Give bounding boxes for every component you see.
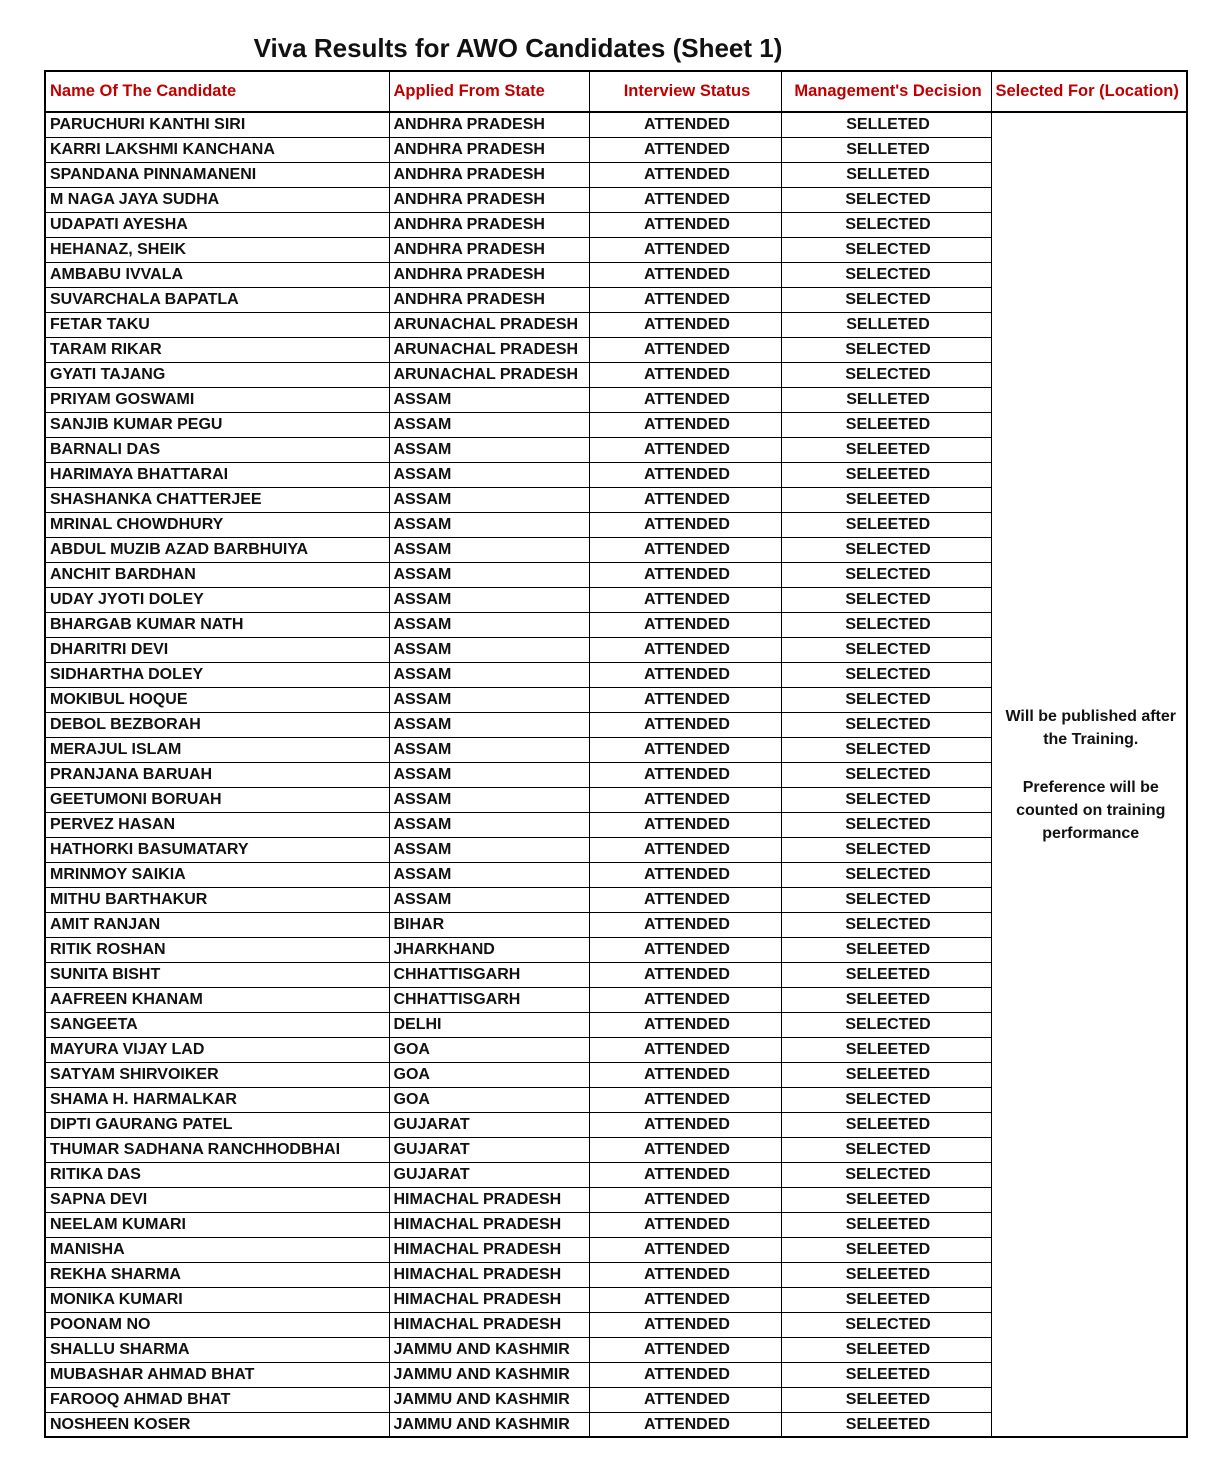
interview-status: ATTENDED [589,437,781,462]
interview-status: ATTENDED [589,1162,781,1187]
interview-status: ATTENDED [589,987,781,1012]
applied-state: ASSAM [389,612,589,637]
management-decision: SELEETED [781,937,991,962]
interview-status: ATTENDED [589,762,781,787]
applied-state: ASSAM [389,437,589,462]
interview-status: ATTENDED [589,962,781,987]
interview-status: ATTENDED [589,787,781,812]
management-decision: SELECTED [781,362,991,387]
applied-state: ANDHRA PRADESH [389,237,589,262]
management-decision: SELEETED [781,437,991,462]
management-decision: SELLETED [781,387,991,412]
candidate-name: AMIT RANJAN [45,912,389,937]
management-decision: SELECTED [781,687,991,712]
applied-state: ANDHRA PRADESH [389,212,589,237]
candidate-name: NEELAM KUMARI [45,1212,389,1237]
interview-status: ATTENDED [589,512,781,537]
applied-state: ASSAM [389,537,589,562]
applied-state: ASSAM [389,837,589,862]
management-decision: SELECTED [781,587,991,612]
candidate-name: SHAMA H. HARMALKAR [45,1087,389,1112]
management-decision: SELECTED [781,737,991,762]
candidate-name: HARIMAYA BHATTARAI [45,462,389,487]
candidate-name: HATHORKI BASUMATARY [45,837,389,862]
candidate-name: MRINAL CHOWDHURY [45,512,389,537]
management-decision: SELEETED [781,1037,991,1062]
header-interview-status: Interview Status [589,71,781,112]
interview-status: ATTENDED [589,212,781,237]
applied-state: ANDHRA PRADESH [389,287,589,312]
sheet-title: Viva Results for AWO Candidates (Sheet 1) [253,33,783,63]
location-note [991,112,1187,1437]
interview-status: ATTENDED [589,562,781,587]
management-decision: SELECTED [781,1312,991,1337]
candidate-name: SUVARCHALA BAPATLA [45,287,389,312]
applied-state: ASSAM [389,737,589,762]
applied-state: GOA [389,1087,589,1112]
interview-status: ATTENDED [589,1337,781,1362]
applied-state: JAMMU AND KASHMIR [389,1387,589,1412]
applied-state: DELHI [389,1012,589,1037]
management-decision: SELLETED [781,312,991,337]
management-decision: SELLETED [781,112,991,137]
candidate-name: SANJIB KUMAR PEGU [45,412,389,437]
applied-state: CHHATTISGARH [389,987,589,1012]
management-decision: SELECTED [781,912,991,937]
management-decision: SELEETED [781,1112,991,1137]
management-decision: SELECTED [781,862,991,887]
candidate-name: DHARITRI DEVI [45,637,389,662]
candidate-name: REKHA SHARMA [45,1262,389,1287]
interview-status: ATTENDED [589,1062,781,1087]
management-decision: SELECTED [781,637,991,662]
interview-status: ATTENDED [589,1412,781,1437]
applied-state: ARUNACHAL PRADESH [389,337,589,362]
applied-state: ASSAM [389,637,589,662]
management-decision: SELECTED [781,712,991,737]
interview-status: ATTENDED [589,312,781,337]
interview-status: ATTENDED [589,1137,781,1162]
applied-state: ARUNACHAL PRADESH [389,312,589,337]
interview-status: ATTENDED [589,912,781,937]
candidate-name: ABDUL MUZIB AZAD BARBHUIYA [45,537,389,562]
interview-status: ATTENDED [589,387,781,412]
management-decision: SELECTED [781,537,991,562]
header-management-decision: Management's Decision [781,71,991,112]
candidate-name: PARUCHURI KANTHI SIRI [45,112,389,137]
management-decision: SELECTED [781,262,991,287]
candidate-name: DIPTI GAURANG PATEL [45,1112,389,1137]
applied-state: GUJARAT [389,1137,589,1162]
candidate-name: TARAM RIKAR [45,337,389,362]
candidate-name: PERVEZ HASAN [45,812,389,837]
applied-state: HIMACHAL PRADESH [389,1312,589,1337]
management-decision: SELEETED [781,1387,991,1412]
candidate-name: MITHU BARTHAKUR [45,887,389,912]
interview-status: ATTENDED [589,662,781,687]
note-line1: Will be published after [1005,707,1177,725]
interview-status: ATTENDED [589,687,781,712]
candidate-name: GEETUMONI BORUAH [45,787,389,812]
applied-state: ASSAM [389,712,589,737]
management-decision: SELEETED [781,1287,991,1312]
candidate-name: MANISHA [45,1237,389,1262]
management-decision: SELECTED [781,1087,991,1112]
applied-state: ASSAM [389,562,589,587]
note-line3: Preference will be [1022,778,1159,796]
management-decision: SELEETED [781,1187,991,1212]
candidate-name: PRANJANA BARUAH [45,762,389,787]
applied-state: ARUNACHAL PRADESH [389,362,589,387]
interview-status: ATTENDED [589,887,781,912]
note-line5: performance [1042,824,1140,842]
interview-status: ATTENDED [589,1362,781,1387]
applied-state: ASSAM [389,687,589,712]
table-row [45,112,1187,137]
applied-state: GUJARAT [389,1112,589,1137]
management-decision: SELLETED [781,137,991,162]
candidate-name: FAROOQ AHMAD BHAT [45,1387,389,1412]
management-decision: SELEETED [781,1412,991,1437]
interview-status: ATTENDED [589,1087,781,1112]
interview-status: ATTENDED [589,1037,781,1062]
candidate-name: NOSHEEN KOSER [45,1412,389,1437]
management-decision: SELEETED [781,962,991,987]
candidate-name: HEHANAZ, SHEIK [45,237,389,262]
interview-status: ATTENDED [589,1287,781,1312]
management-decision: SELEETED [781,462,991,487]
applied-state: GOA [389,1037,589,1062]
interview-status: ATTENDED [589,362,781,387]
candidate-name: M NAGA JAYA SUDHA [45,187,389,212]
candidate-name: MOKIBUL HOQUE [45,687,389,712]
applied-state: ANDHRA PRADESH [389,162,589,187]
applied-state: GOA [389,1062,589,1087]
candidate-name: DEBOL BEZBORAH [45,712,389,737]
management-decision: SELEETED [781,1212,991,1237]
interview-status: ATTENDED [589,237,781,262]
management-decision: SELECTED [781,1162,991,1187]
candidate-name: ANCHIT BARDHAN [45,562,389,587]
candidate-name: MRINMOY SAIKIA [45,862,389,887]
applied-state: ASSAM [389,387,589,412]
applied-state: JAMMU AND KASHMIR [389,1337,589,1362]
candidate-name: SANGEETA [45,1012,389,1037]
candidate-name: POONAM NO [45,1312,389,1337]
management-decision: SELECTED [781,662,991,687]
candidate-name: SAPNA DEVI [45,1187,389,1212]
interview-status: ATTENDED [589,337,781,362]
applied-state: BIHAR [389,912,589,937]
candidate-name: THUMAR SADHANA RANCHHODBHAI [45,1137,389,1162]
candidate-name: AAFREEN KHANAM [45,987,389,1012]
applied-state: HIMACHAL PRADESH [389,1287,589,1312]
management-decision: SELEETED [781,512,991,537]
management-decision: SELEETED [781,1337,991,1362]
applied-state: CHHATTISGARH [389,962,589,987]
candidate-name: MERAJUL ISLAM [45,737,389,762]
applied-state: ASSAM [389,762,589,787]
applied-state: ASSAM [389,587,589,612]
management-decision: SELECTED [781,887,991,912]
applied-state: ASSAM [389,462,589,487]
interview-status: ATTENDED [589,1237,781,1262]
applied-state: HIMACHAL PRADESH [389,1212,589,1237]
header-row [45,71,1187,112]
management-decision: SELECTED [781,287,991,312]
applied-state: ASSAM [389,487,589,512]
candidate-name: UDAY JYOTI DOLEY [45,587,389,612]
header-name: Name Of The Candidate [45,71,389,112]
interview-status: ATTENDED [589,1387,781,1412]
applied-state: HIMACHAL PRADESH [389,1262,589,1287]
interview-status: ATTENDED [589,287,781,312]
interview-status: ATTENDED [589,1212,781,1237]
management-decision: SELLETED [781,162,991,187]
candidate-name: MONIKA KUMARI [45,1287,389,1312]
interview-status: ATTENDED [589,187,781,212]
candidate-name: RITIKA DAS [45,1162,389,1187]
management-decision: SELECTED [781,337,991,362]
management-decision: SELECTED [781,212,991,237]
interview-status: ATTENDED [589,1312,781,1337]
management-decision: SELECTED [781,787,991,812]
management-decision: SELEETED [781,487,991,512]
management-decision: SELECTED [781,562,991,587]
management-decision: SELEETED [781,1237,991,1262]
management-decision: SELECTED [781,1137,991,1162]
applied-state: ASSAM [389,812,589,837]
management-decision: SELEETED [781,987,991,1012]
interview-status: ATTENDED [589,1112,781,1137]
management-decision: SELECTED [781,187,991,212]
candidate-name: BARNALI DAS [45,437,389,462]
interview-status: ATTENDED [589,612,781,637]
interview-status: ATTENDED [589,112,781,137]
management-decision: SELECTED [781,1012,991,1037]
results-body [45,112,1187,1437]
interview-status: ATTENDED [589,862,781,887]
header-state: Applied From State [389,71,589,112]
candidate-name: GYATI TAJANG [45,362,389,387]
interview-status: ATTENDED [589,137,781,162]
applied-state: ASSAM [389,512,589,537]
interview-status: ATTENDED [589,462,781,487]
interview-status: ATTENDED [589,637,781,662]
interview-status: ATTENDED [589,712,781,737]
management-decision: SELEETED [781,1362,991,1387]
candidate-name: SUNITA BISHT [45,962,389,987]
applied-state: JAMMU AND KASHMIR [389,1412,589,1437]
applied-state: ANDHRA PRADESH [389,187,589,212]
management-decision: SELEETED [781,412,991,437]
applied-state: ASSAM [389,787,589,812]
interview-status: ATTENDED [589,587,781,612]
candidate-name: KARRI LAKSHMI KANCHANA [45,137,389,162]
applied-state: JAMMU AND KASHMIR [389,1362,589,1387]
note-line2: the Training. [1043,730,1139,748]
candidate-name: SIDHARTHA DOLEY [45,662,389,687]
interview-status: ATTENDED [589,1262,781,1287]
results-table [44,70,1188,1438]
management-decision: SELECTED [781,237,991,262]
candidate-name: MAYURA VIJAY LAD [45,1037,389,1062]
applied-state: ASSAM [389,662,589,687]
candidate-name: MUBASHAR AHMAD BHAT [45,1362,389,1387]
applied-state: ANDHRA PRADESH [389,262,589,287]
management-decision: SELECTED [781,762,991,787]
candidate-name: SPANDANA PINNAMANENI [45,162,389,187]
applied-state: JHARKHAND [389,937,589,962]
applied-state: GUJARAT [389,1162,589,1187]
applied-state: ANDHRA PRADESH [389,137,589,162]
interview-status: ATTENDED [589,1012,781,1037]
candidate-name: BHARGAB KUMAR NATH [45,612,389,637]
management-decision: SELECTED [781,837,991,862]
interview-status: ATTENDED [589,837,781,862]
candidate-name: PRIYAM GOSWAMI [45,387,389,412]
interview-status: ATTENDED [589,162,781,187]
candidate-name: SHASHANKA CHATTERJEE [45,487,389,512]
management-decision: SELEETED [781,1262,991,1287]
candidate-name: RITIK ROSHAN [45,937,389,962]
candidate-name: FETAR TAKU [45,312,389,337]
interview-status: ATTENDED [589,262,781,287]
applied-state: HIMACHAL PRADESH [389,1187,589,1212]
applied-state: ASSAM [389,412,589,437]
interview-status: ATTENDED [589,412,781,437]
management-decision: SELECTED [781,612,991,637]
header-selected-location: Selected For (Location) [991,71,1187,112]
candidate-name: SATYAM SHIRVOIKER [45,1062,389,1087]
applied-state: ANDHRA PRADESH [389,112,589,137]
note-line4: counted on training [1016,801,1166,819]
interview-status: ATTENDED [589,537,781,562]
candidate-name: UDAPATI AYESHA [45,212,389,237]
interview-status: ATTENDED [589,812,781,837]
applied-state: ASSAM [389,887,589,912]
interview-status: ATTENDED [589,737,781,762]
applied-state: HIMACHAL PRADESH [389,1237,589,1262]
interview-status: ATTENDED [589,937,781,962]
management-decision: SELECTED [781,812,991,837]
management-decision: SELEETED [781,1062,991,1087]
candidate-name: AMBABU IVVALA [45,262,389,287]
applied-state: ASSAM [389,862,589,887]
candidate-name: SHALLU SHARMA [45,1337,389,1362]
interview-status: ATTENDED [589,487,781,512]
interview-status: ATTENDED [589,1187,781,1212]
